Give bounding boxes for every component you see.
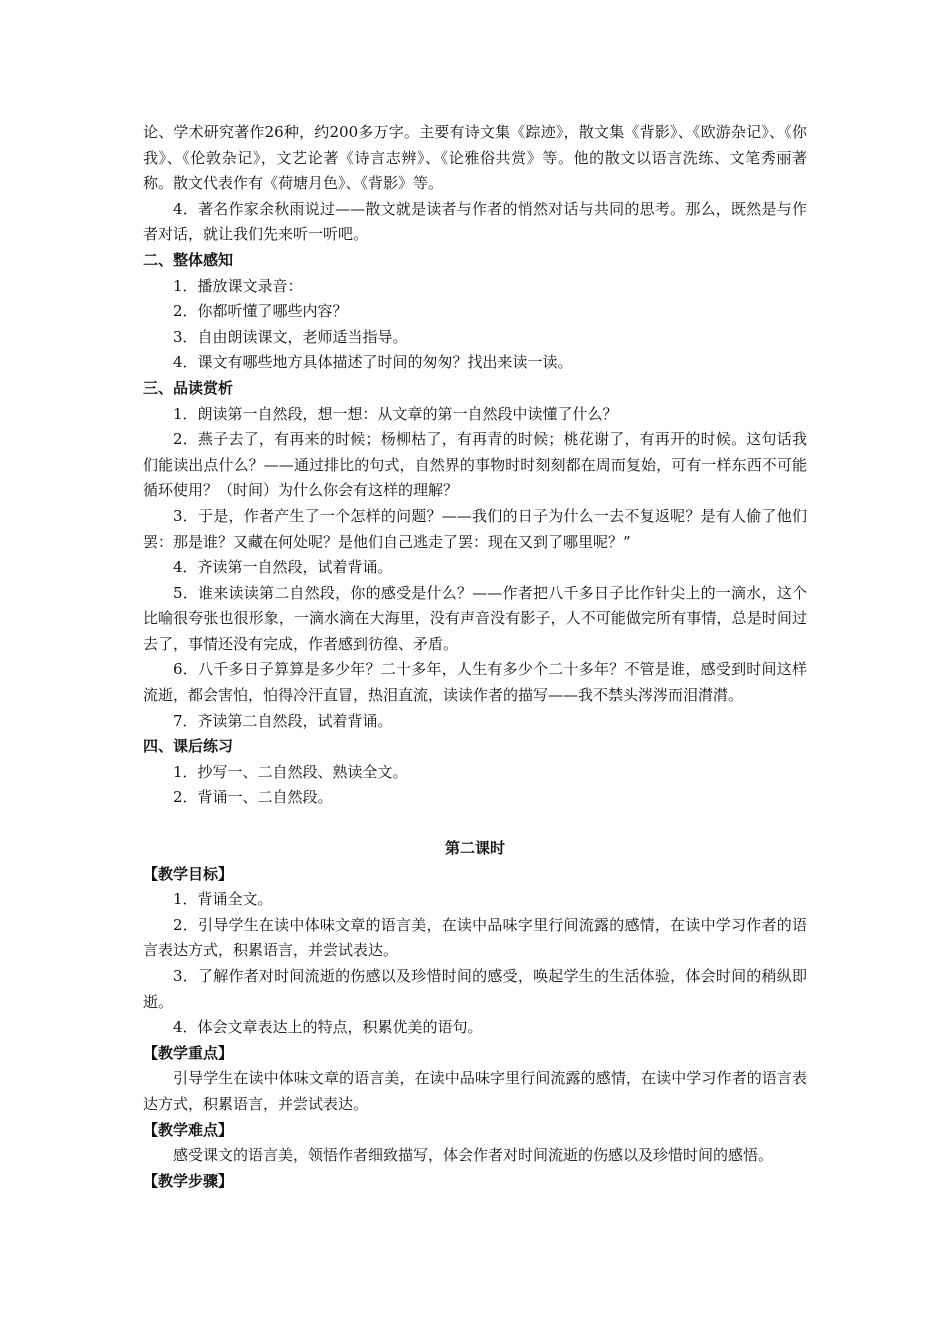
list-item: 6．八千多日子算算是多少年？二十多年，人生有多少个二十多年？不管是谁，感受到时间这样流逝，都会害怕，怕得冷汗直冒，热泪直流，读读作者的描写——我不禁头涔涔而泪潸潸。	[143, 660, 807, 705]
steps-heading: 【教学步骤】	[143, 1171, 234, 1190]
list-item: 3．了解作者对时间流逝的伤感以及珍惜时间的感受，唤起学生的生活体验，体会时间的稍纵即逝。	[143, 967, 807, 1011]
list-item: 2．背诵一、二自然段。	[173, 788, 333, 807]
list-item: 4．体会文章表达上的特点，积累优美的语句。	[173, 1018, 483, 1037]
list-item: 4．齐读第一自然段，试着背诵。	[173, 558, 393, 577]
list-item: 7．齐读第二自然段，试着背诵。	[173, 711, 393, 730]
difficulty-heading: 【教学难点】	[143, 1120, 234, 1139]
key-points-heading: 【教学重点】	[143, 1043, 234, 1062]
difficulty-text: 感受课文的语言美，领悟作者细致描写，体会作者对时间流逝的伤感以及珍惜时间的感悟。	[173, 1146, 774, 1165]
list-item: 2．你都听懂了哪些内容？	[173, 302, 348, 321]
goals-heading: 【教学目标】	[143, 864, 234, 883]
list-item: 1．抄写一、二自然段、熟读全文。	[173, 762, 408, 781]
list-item: 2．燕子去了，有再来的时候；杨柳枯了，有再青的时候；桃花谢了，有再开的时候。这句话我们能读出点什么？——通过排比的句式，自然界的事物时时刻刻都在周而复始，可有一样东西不可能循环使用？（时间）为什么你会有这样的理解？	[143, 430, 807, 500]
list-item: 3．自由朗读课文，老师适当指导。	[173, 327, 408, 346]
lesson-title: 第二课时	[444, 839, 505, 858]
section-heading-analysis: 三、品读赏析	[143, 378, 234, 397]
list-item: 3．于是，作者产生了一个怎样的问题？——我们的日子为什么一去不复返呢？是有人偷了他们罢：那是谁？又藏在何处呢？是他们自己逃走了罢：现在又到了哪里呢？”	[143, 506, 807, 551]
list-item: 4．课文有哪些地方具体描述了时间的匆匆？找出来读一读。	[173, 353, 573, 372]
section-heading-overall: 二、整体感知	[143, 250, 234, 269]
list-item: 5．谁来读读第二自然段，你的感受是什么？——作者把八千多日子比作针尖上的一滴水，这个比喻很夸张也很形象，一滴水滴在大海里，没有声音没有影子，人不可能做完所有事情，总是时间过去了，事情还没有完成，作者感到彷徨、矛盾。	[143, 583, 807, 653]
list-item: 1．背诵全文。	[173, 890, 273, 909]
key-points-text: 引导学生在读中体味文章的语言美，在读中品味字里行间流露的感情，在读中学习作者的语言表达方式，积累语言，并尝试表达。	[143, 1069, 807, 1113]
list-item: 1．朗读第一自然段，想一想：从文章的第一自然段中读懂了什么？	[173, 404, 618, 423]
paragraph-author-works: 论、学术研究著作26种，约200多万字。主要有诗文集《踪迹》，散文集《背影》、《欧游杂记》、《你我》、《伦敦杂记》，文艺论著《诗言志辨》、《论雅俗共赏》等。他的散文以语言洗练、文笔秀丽著称。散文代表作有《荷塘月色》、《背影》等。	[143, 123, 807, 193]
section-heading-exercises: 四、课后练习	[143, 737, 234, 756]
paragraph-intro-item-4: 4．著名作家余秋雨说过——散文就是读者与作者的悄然对话与共同的思考。那么，既然是与作者对话，就让我们先来听一听吧。	[143, 199, 807, 244]
blank-line	[143, 811, 807, 836]
list-item: 2．引导学生在读中体味文章的语言美，在读中品味字里行间流露的感情，在读中学习作者的语言表达方式，积累语言，并尝试表达。	[143, 915, 807, 960]
list-item: 1．播放课文录音：	[173, 276, 303, 295]
